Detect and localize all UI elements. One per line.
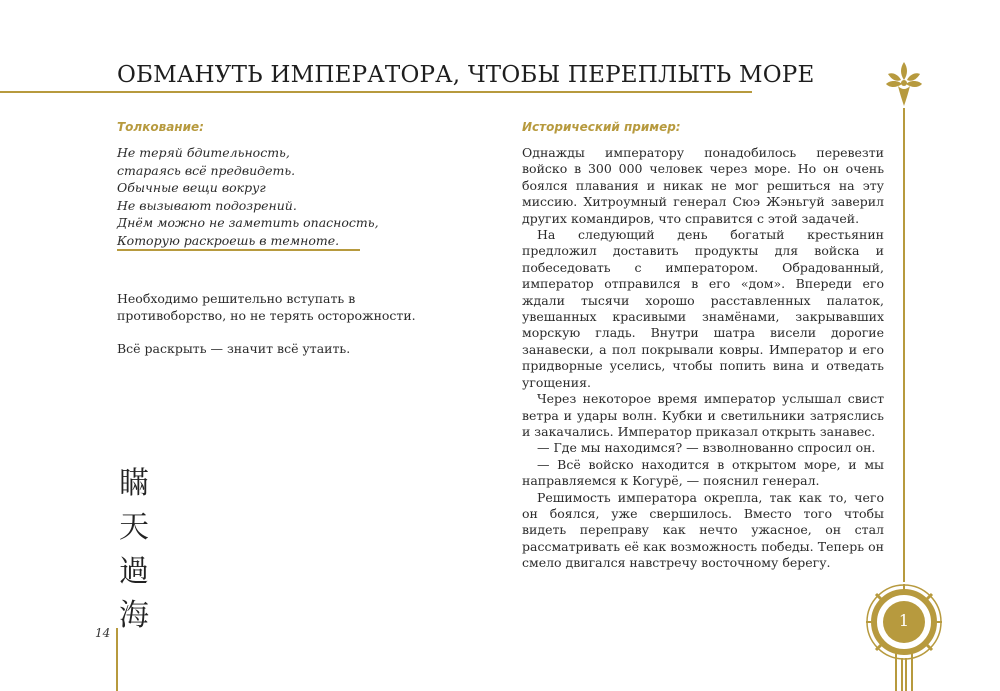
history-paragraph: — Всё войско находится в открытом море, и мы направляемся к Когурё, — пояснил генерал. — [522, 456, 884, 489]
history-paragraph: Решимость императора окрепла, так как то, чего он боялся, уже свершилось. Вместо того чтобы видеть переправу как нечто ужасное, он стал рассматривать её как возможность победы. Теперь он смело двигался навстречу восточному берегу. — [522, 489, 884, 571]
chinese-idiom — [114, 462, 154, 638]
poem-line: Которую раскроешь в темноте. — [117, 232, 340, 248]
history-text — [522, 145, 884, 572]
interpretation-paragraph: Всё раскрыть — значит всё утаить. — [117, 341, 351, 356]
right-decorative-line — [903, 108, 905, 582]
poem-line: стараясь всё предвидеть. — [117, 162, 296, 178]
page-title: ОБМАНУТЬ ИМПЕРАТОРА, ЧТОБЫ ПЕРЕПЛЫТЬ МОРЕ — [117, 62, 815, 88]
history-paragraph: На следующий день богатый крестьянин предложил доставить продукты для войска и побеседовать с императором. Обрадованный, император отправился в его «дом». Впереди его ждали тысячи хорошо расставленных палаток, увешанных красивыми знамёнами, закрывавших морскую гладь. Внутри шатра висели дорогие занавески, а пол покрывали ковры. Император и его придворные уселись, чтобы попить вина и отведать угощения. — [522, 227, 884, 390]
poem-divider — [117, 249, 360, 251]
chinese-character: 過 — [119, 554, 149, 589]
interpretation-heading: Толкование: — [117, 120, 204, 134]
left-decorative-line — [116, 628, 118, 691]
poem-line: Не вызывают подозрений. — [117, 197, 297, 213]
history-paragraph: — Где мы находимся? — взволнованно спросил он. — [537, 440, 876, 456]
chinese-character: 天 — [119, 510, 149, 545]
ornate-circle-medallion-icon — [862, 580, 946, 691]
history-heading: Исторический пример: — [522, 120, 681, 134]
poem-line: Днём можно не заметить опасность, — [117, 215, 379, 231]
chinese-character: 海 — [119, 598, 149, 633]
history-paragraph: Через некоторое время император услышал свист ветра и удары волн. Кубки и светильники затряслись и закачались. Император приказал открыть занавес. — [522, 391, 884, 439]
interpretation-poem — [117, 144, 379, 250]
chapter-number: 1 — [898, 611, 910, 630]
interpretation-paragraph: Необходимо решительно вступать в противоборство, но не терять осторожности. — [117, 291, 416, 323]
poem-line: Обычные вещи вокруг — [117, 180, 266, 196]
fleur-ornament-icon — [882, 60, 926, 110]
poem-line: Не теряй бдительность, — [117, 145, 290, 160]
page-number: 14 — [95, 626, 111, 640]
title-underline — [0, 91, 752, 93]
history-paragraph: Однажды императору понадобилось перевезти войско в 300 000 человек через море. Но он очень боялся плавания и никак не мог решиться на эту миссию. Хитроумный генерал Сюэ Жэньгуй заверил других командиров, что справится с этой задачей. — [522, 145, 884, 226]
chinese-character: 瞞 — [119, 466, 149, 501]
